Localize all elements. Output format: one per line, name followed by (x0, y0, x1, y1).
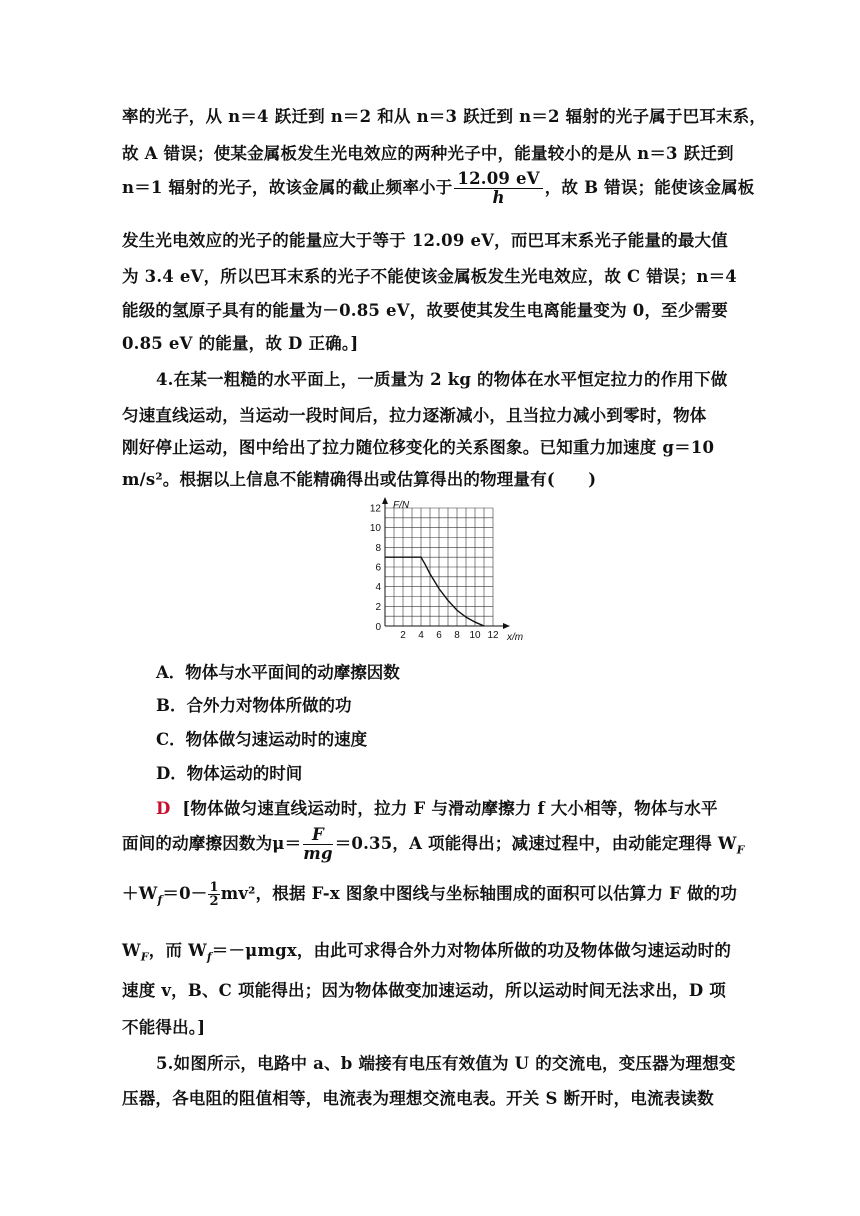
y-axis-label: F/N (393, 500, 410, 511)
answer-line-6: 不能得出。] (122, 1018, 206, 1037)
fraction-denominator: h (492, 188, 505, 207)
subscript: F (736, 843, 745, 857)
answer-line-1 (156, 795, 740, 819)
x-tick-label: 10 (469, 630, 481, 641)
origin-label: 0 (375, 622, 381, 633)
y-tick-label: 12 (369, 503, 381, 515)
answer-line-3-tail: mv²，根据 F-x 图象中图线与坐标轴围成的面积可以估算力 F 做的功 (220, 884, 738, 903)
question-5-line-2: 压器，各电阻的阻值相等，电流表为理想交流电表。开关 S 断开时，电流表读数 (122, 1089, 714, 1108)
subscript: f (206, 950, 212, 964)
answer-line-3-mid: ＝0－ (162, 884, 208, 903)
fraction-numerator: 1 (209, 880, 219, 895)
explanation-line-5: 为 3.4 eV，所以巴耳末系的光子不能使该金属板发生光电效应，故 C 错误；n＝4 (122, 267, 737, 286)
x-axis-label: x/m (507, 632, 524, 643)
answer-line-4-text: W (122, 941, 141, 960)
explanation-line-3 (122, 169, 755, 207)
question-4-line-2: 匀速直线运动，当运动一段时间后，拉力逐渐减小，且当拉力减小到零时，物体 (122, 406, 707, 425)
frequency-fraction (454, 170, 542, 207)
x-tick-label: 4 (418, 630, 424, 641)
explanation-line-2: 故 A 错误；使某金属板发生光电效应的两种光子中，能量较小的是从 n＝3 跃迁到 (122, 144, 734, 163)
answer-line-3-text: ＋W (122, 884, 158, 903)
option-b: B．合外力对物体所做的功 (156, 696, 352, 715)
explanation-line-1: 率的光子，从 n＝4 跃迁到 n＝2 和从 n＝3 跃迁到 n＝2 辐射的光子属于巴耳末系， (122, 107, 767, 126)
fraction-numerator: 12.09 eV (454, 170, 542, 189)
answer-line-2-text: 面间的动摩擦因数为μ＝ (122, 834, 302, 853)
answer-line-4-tail: ＝－μmgx，由此可求得合外力对物体所做的功及物体做匀速运动时的 (211, 941, 732, 960)
y-tick-label: 10 (369, 523, 381, 535)
answer-line-1-text: [物体做匀速直线运动时，拉力 F 与滑动摩擦力 f 大小相等，物体与水平 (182, 799, 718, 818)
option-a: A．物体与水平面间的动摩擦因数 (156, 663, 400, 682)
y-axis-arrow (382, 497, 388, 504)
half-fraction (208, 881, 219, 908)
y-tick-label: 2 (375, 601, 381, 613)
answer-line-2 (122, 825, 745, 863)
y-tick-label: 8 (375, 542, 381, 554)
x-axis-arrow (503, 623, 510, 629)
explanation-line-7: 0.85 eV 的能量，故 D 正确。] (122, 334, 359, 353)
explanation-line-4: 发生光电效应的光子的能量应大于等于 12.09 eV，而巴耳末系光子能量的最大值 (122, 231, 728, 250)
answer-letter: D (156, 799, 171, 818)
question-4-line-3: 刚好停止运动，图中给出了拉力随位移变化的关系图象。已知重力加速度 g＝10 (122, 438, 715, 457)
fraction-denominator: 2 (209, 894, 219, 909)
subscript: F (140, 950, 149, 964)
chart-axes (382, 497, 510, 629)
question-5-line-1: 5.如图所示，电路中 a、b 端接有电压有效值为 U 的交流电，变压器为理想变 (156, 1054, 736, 1073)
option-c: C．物体做匀速运动时的速度 (156, 730, 368, 749)
answer-line-4-mid: ，而 W (148, 941, 207, 960)
chart-ticks (370, 504, 499, 642)
answer-line-4 (122, 937, 740, 963)
fraction-denominator: mg (303, 844, 333, 863)
x-tick-label: 2 (400, 630, 406, 641)
x-tick-label: 8 (454, 630, 460, 641)
force-displacement-chart (355, 496, 535, 646)
x-tick-label: 12 (487, 630, 499, 641)
force-curve (385, 557, 484, 626)
chart-grid (385, 508, 493, 626)
explanation-line-6: 能级的氢原子具有的能量为－0.85 eV，故要使其发生电离能量变为 0，至少需要 (122, 301, 728, 320)
y-tick-label: 6 (375, 562, 381, 574)
x-tick-label: 6 (436, 630, 442, 641)
answer-line-2-tail: ＝0.35，A 项能得出；减速过程中，由动能定理得 W (334, 834, 737, 853)
fraction-numerator: F (303, 826, 332, 845)
chart-curve (385, 557, 484, 626)
y-tick-label: 4 (375, 582, 381, 594)
subscript: f (157, 893, 163, 907)
answer-line-3 (122, 880, 740, 908)
option-d: D．物体运动的时间 (156, 764, 303, 783)
explanation-line-3-text: n＝1 辐射的光子，故该金属的截止频率小于 (122, 178, 453, 197)
explanation-line-3-tail: ，故 B 错误；能使该金属板 (544, 178, 755, 197)
answer-line-5: 速度 v，B、C 项能得出；因为物体做变加速运动，所以运动时间无法求出，D 项 (122, 981, 727, 1000)
question-4-line-4: m/s²。根据以上信息不能精确得出或估算得出的物理量有( ) (122, 470, 597, 489)
friction-fraction (303, 826, 332, 863)
question-4-line-1: 4.在某一粗糙的水平面上，一质量为 2 kg 的物体在水平恒定拉力的作用下做 (156, 370, 728, 389)
